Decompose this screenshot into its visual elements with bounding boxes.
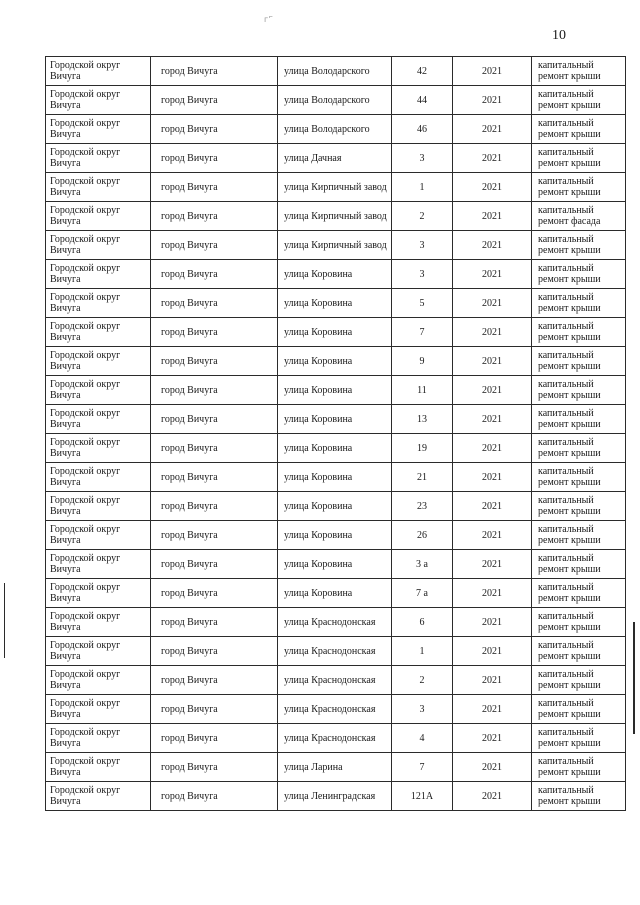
table-row	[46, 231, 626, 260]
table-row	[46, 405, 626, 434]
cell-work-type: капитальный ремонт крыши	[532, 724, 626, 753]
cell-city: город Вичуга	[151, 637, 278, 666]
cell-street: улица Дачная	[278, 144, 392, 173]
cell-street: улица Коровина	[278, 347, 392, 376]
table-body	[46, 57, 626, 811]
cell-municipal-district: Городской округ Вичуга	[46, 289, 151, 318]
cell-city: город Вичуга	[151, 115, 278, 144]
right-margin-line	[633, 622, 635, 734]
table-row	[46, 550, 626, 579]
cell-street: улица Володарского	[278, 86, 392, 115]
cell-city: город Вичуга	[151, 434, 278, 463]
cell-year: 2021	[453, 695, 532, 724]
cell-street: улица Краснодонская	[278, 724, 392, 753]
cell-house-number: 19	[392, 434, 453, 463]
cell-year: 2021	[453, 492, 532, 521]
cell-year: 2021	[453, 463, 532, 492]
cell-year: 2021	[453, 434, 532, 463]
cell-street: улица Коровина	[278, 579, 392, 608]
cell-street: улица Краснодонская	[278, 608, 392, 637]
cell-street: улица Коровина	[278, 376, 392, 405]
table-row	[46, 637, 626, 666]
cell-municipal-district: Городской округ Вичуга	[46, 376, 151, 405]
cell-city: город Вичуга	[151, 492, 278, 521]
table-row	[46, 260, 626, 289]
table-row	[46, 86, 626, 115]
cell-street: улица Коровина	[278, 434, 392, 463]
scan-mark: гʼ ̄	[264, 15, 274, 24]
cell-house-number: 5	[392, 289, 453, 318]
cell-street: улица Краснодонская	[278, 637, 392, 666]
table-row	[46, 144, 626, 173]
cell-house-number: 4	[392, 724, 453, 753]
cell-city: город Вичуга	[151, 666, 278, 695]
cell-municipal-district: Городской округ Вичуга	[46, 144, 151, 173]
table-row	[46, 666, 626, 695]
cell-municipal-district: Городской округ Вичуга	[46, 260, 151, 289]
cell-house-number: 7	[392, 753, 453, 782]
cell-year: 2021	[453, 550, 532, 579]
cell-work-type: капитальный ремонт крыши	[532, 57, 626, 86]
cell-municipal-district: Городской округ Вичуга	[46, 463, 151, 492]
cell-house-number: 3 а	[392, 550, 453, 579]
cell-house-number: 6	[392, 608, 453, 637]
cell-year: 2021	[453, 347, 532, 376]
cell-house-number: 9	[392, 347, 453, 376]
cell-house-number: 7	[392, 318, 453, 347]
cell-city: город Вичуга	[151, 405, 278, 434]
cell-year: 2021	[453, 724, 532, 753]
cell-city: город Вичуга	[151, 376, 278, 405]
cell-city: город Вичуга	[151, 86, 278, 115]
cell-street: улица Коровина	[278, 289, 392, 318]
cell-work-type: капитальный ремонт крыши	[532, 521, 626, 550]
cell-municipal-district: Городской округ Вичуга	[46, 608, 151, 637]
cell-street: улица Краснодонская	[278, 695, 392, 724]
cell-municipal-district: Городской округ Вичуга	[46, 753, 151, 782]
cell-city: город Вичуга	[151, 318, 278, 347]
repair-schedule-table-wrap	[45, 56, 626, 811]
cell-street: улица Краснодонская	[278, 666, 392, 695]
cell-city: город Вичуга	[151, 608, 278, 637]
table-row	[46, 318, 626, 347]
cell-street: улица Коровина	[278, 260, 392, 289]
cell-city: город Вичуга	[151, 782, 278, 811]
table-row	[46, 347, 626, 376]
cell-city: город Вичуга	[151, 347, 278, 376]
cell-year: 2021	[453, 115, 532, 144]
table-row	[46, 492, 626, 521]
cell-house-number: 3	[392, 231, 453, 260]
table-row	[46, 521, 626, 550]
left-margin-line	[4, 583, 5, 658]
cell-work-type: капитальный ремонт крыши	[532, 637, 626, 666]
table-row	[46, 579, 626, 608]
cell-year: 2021	[453, 521, 532, 550]
cell-year: 2021	[453, 318, 532, 347]
cell-city: город Вичуга	[151, 202, 278, 231]
cell-municipal-district: Городской округ Вичуга	[46, 86, 151, 115]
cell-work-type: капитальный ремонт крыши	[532, 579, 626, 608]
cell-year: 2021	[453, 608, 532, 637]
cell-year: 2021	[453, 173, 532, 202]
cell-house-number: 3	[392, 695, 453, 724]
cell-house-number: 121А	[392, 782, 453, 811]
cell-house-number: 44	[392, 86, 453, 115]
cell-year: 2021	[453, 144, 532, 173]
cell-house-number: 26	[392, 521, 453, 550]
cell-city: город Вичуга	[151, 753, 278, 782]
cell-city: город Вичуга	[151, 57, 278, 86]
cell-house-number: 2	[392, 202, 453, 231]
cell-city: город Вичуга	[151, 695, 278, 724]
cell-work-type: капитальный ремонт крыши	[532, 608, 626, 637]
cell-city: город Вичуга	[151, 579, 278, 608]
repair-schedule-table	[45, 56, 626, 811]
cell-city: город Вичуга	[151, 463, 278, 492]
cell-year: 2021	[453, 579, 532, 608]
cell-work-type: капитальный ремонт крыши	[532, 492, 626, 521]
cell-municipal-district: Городской округ Вичуга	[46, 782, 151, 811]
cell-municipal-district: Городской округ Вичуга	[46, 521, 151, 550]
cell-street: улица Ларина	[278, 753, 392, 782]
cell-street: улица Кирпичный завод	[278, 231, 392, 260]
cell-street: улица Коровина	[278, 463, 392, 492]
cell-year: 2021	[453, 782, 532, 811]
cell-street: улица Коровина	[278, 492, 392, 521]
table-row	[46, 463, 626, 492]
cell-work-type: капитальный ремонт крыши	[532, 260, 626, 289]
cell-municipal-district: Городской округ Вичуга	[46, 202, 151, 231]
table-row	[46, 289, 626, 318]
cell-city: город Вичуга	[151, 173, 278, 202]
table-row	[46, 376, 626, 405]
cell-house-number: 2	[392, 666, 453, 695]
cell-house-number: 1	[392, 637, 453, 666]
table-row	[46, 782, 626, 811]
cell-municipal-district: Городской округ Вичуга	[46, 695, 151, 724]
cell-municipal-district: Городской округ Вичуга	[46, 231, 151, 260]
cell-work-type: капитальный ремонт крыши	[532, 86, 626, 115]
cell-street: улица Коровина	[278, 550, 392, 579]
cell-year: 2021	[453, 57, 532, 86]
table-row	[46, 608, 626, 637]
cell-house-number: 23	[392, 492, 453, 521]
cell-house-number: 42	[392, 57, 453, 86]
cell-work-type: капитальный ремонт крыши	[532, 318, 626, 347]
cell-year: 2021	[453, 260, 532, 289]
cell-work-type: капитальный ремонт крыши	[532, 289, 626, 318]
cell-street: улица Коровина	[278, 521, 392, 550]
cell-municipal-district: Городской округ Вичуга	[46, 57, 151, 86]
cell-house-number: 3	[392, 260, 453, 289]
table-row	[46, 202, 626, 231]
cell-city: город Вичуга	[151, 724, 278, 753]
cell-street: улица Володарского	[278, 57, 392, 86]
cell-municipal-district: Городской округ Вичуга	[46, 550, 151, 579]
cell-work-type: капитальный ремонт крыши	[532, 463, 626, 492]
cell-street: улица Коровина	[278, 405, 392, 434]
cell-year: 2021	[453, 405, 532, 434]
cell-work-type: капитальный ремонт крыши	[532, 782, 626, 811]
cell-city: город Вичуга	[151, 231, 278, 260]
cell-year: 2021	[453, 376, 532, 405]
cell-year: 2021	[453, 637, 532, 666]
cell-work-type: капитальный ремонт крыши	[532, 173, 626, 202]
cell-work-type: капитальный ремонт крыши	[532, 144, 626, 173]
cell-house-number: 11	[392, 376, 453, 405]
cell-work-type: капитальный ремонт крыши	[532, 695, 626, 724]
table-row	[46, 57, 626, 86]
cell-city: город Вичуга	[151, 550, 278, 579]
table-row	[46, 115, 626, 144]
cell-municipal-district: Городской округ Вичуга	[46, 347, 151, 376]
cell-work-type: капитальный ремонт крыши	[532, 434, 626, 463]
cell-municipal-district: Городской округ Вичуга	[46, 115, 151, 144]
cell-municipal-district: Городской округ Вичуга	[46, 666, 151, 695]
cell-house-number: 1	[392, 173, 453, 202]
cell-work-type: капитальный ремонт крыши	[532, 405, 626, 434]
cell-municipal-district: Городской округ Вичуга	[46, 318, 151, 347]
cell-house-number: 13	[392, 405, 453, 434]
cell-year: 2021	[453, 753, 532, 782]
cell-year: 2021	[453, 666, 532, 695]
table-row	[46, 173, 626, 202]
cell-house-number: 7 а	[392, 579, 453, 608]
cell-city: город Вичуга	[151, 260, 278, 289]
cell-city: город Вичуга	[151, 521, 278, 550]
page-number: 10	[552, 28, 566, 43]
cell-street: улица Ленинградская	[278, 782, 392, 811]
table-row	[46, 753, 626, 782]
cell-municipal-district: Городской округ Вичуга	[46, 405, 151, 434]
table-row	[46, 724, 626, 753]
cell-house-number: 21	[392, 463, 453, 492]
cell-work-type: капитальный ремонт крыши	[532, 347, 626, 376]
cell-municipal-district: Городской округ Вичуга	[46, 724, 151, 753]
cell-work-type: капитальный ремонт крыши	[532, 376, 626, 405]
cell-work-type: капитальный ремонт фасада	[532, 202, 626, 231]
cell-city: город Вичуга	[151, 289, 278, 318]
cell-municipal-district: Городской округ Вичуга	[46, 434, 151, 463]
cell-work-type: капитальный ремонт крыши	[532, 666, 626, 695]
cell-city: город Вичуга	[151, 144, 278, 173]
table-row	[46, 695, 626, 724]
cell-municipal-district: Городской округ Вичуга	[46, 173, 151, 202]
cell-street: улица Кирпичный завод	[278, 202, 392, 231]
cell-municipal-district: Городской округ Вичуга	[46, 579, 151, 608]
cell-street: улица Володарского	[278, 115, 392, 144]
cell-house-number: 46	[392, 115, 453, 144]
table-row	[46, 434, 626, 463]
cell-street: улица Кирпичный завод	[278, 173, 392, 202]
cell-year: 2021	[453, 231, 532, 260]
cell-work-type: капитальный ремонт крыши	[532, 231, 626, 260]
cell-year: 2021	[453, 202, 532, 231]
cell-street: улица Коровина	[278, 318, 392, 347]
cell-year: 2021	[453, 289, 532, 318]
cell-municipal-district: Городской округ Вичуга	[46, 492, 151, 521]
cell-work-type: капитальный ремонт крыши	[532, 115, 626, 144]
cell-house-number: 3	[392, 144, 453, 173]
cell-municipal-district: Городской округ Вичуга	[46, 637, 151, 666]
cell-year: 2021	[453, 86, 532, 115]
cell-work-type: капитальный ремонт крыши	[532, 753, 626, 782]
cell-work-type: капитальный ремонт крыши	[532, 550, 626, 579]
